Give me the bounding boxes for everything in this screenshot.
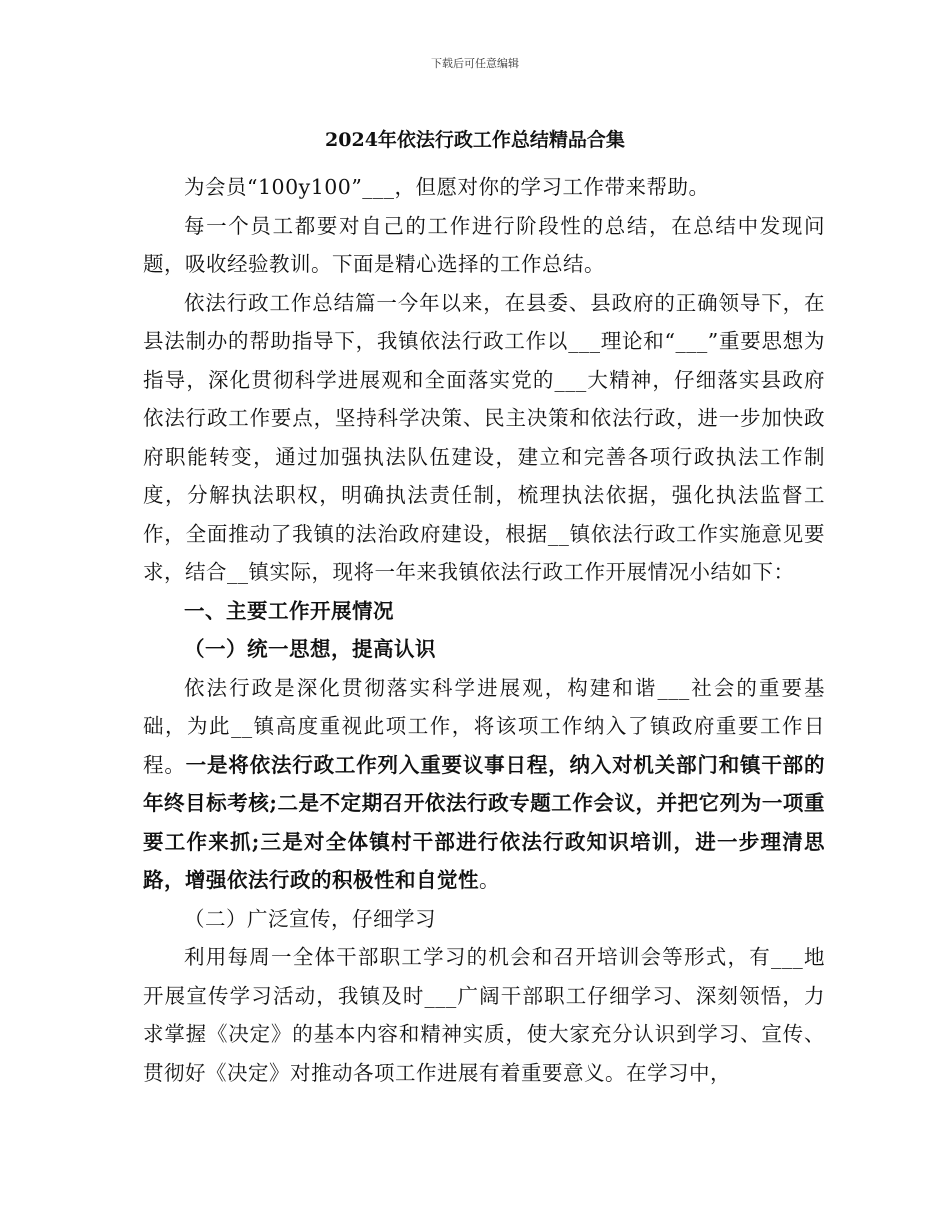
paragraph-text-end: 。 <box>479 868 500 892</box>
paragraph-text-normal: 依法行政是深化贯彻落实科学进展观，构建和谐___社会的重要基础，为此__镇高度重视此项工作，将该项工作纳入了镇政府重要工作日程。 <box>143 675 825 777</box>
subsection-paragraph-1-1 <box>143 669 825 900</box>
header-note: 下载后可任意编辑 <box>431 57 519 70</box>
intro-paragraph-1: 为会员“100y100”___，但愿对你的学习工作带来帮助。 <box>184 175 710 199</box>
subsection-heading-1-1: （一）统一思想，提高认识 <box>184 637 436 661</box>
section-heading-1: 一、主要工作开展情况 <box>184 598 394 623</box>
subsection-paragraph-1-2: 利用每周一全体干部职工学习的机会和召开培训会等形式，有___地开展宣传学习活动，我镇及时___广阔干部职工仔细学习、深刻领悟，力求掌握《决定》的基本内容和精神实质，使大家充分认识到学习、宣传、贯彻好《决定》对推动各项工作进展有着重要意义。在学习中， <box>143 945 825 1085</box>
document-body <box>143 168 825 1092</box>
document-title: 2024年依法行政工作总结精品合集 <box>325 129 625 151</box>
main-paragraph: 依法行政工作总结篇一今年以来，在县委、县政府的正确领导下，在县法制办的帮助指导下，我镇依法行政工作以___理论和“___”重要思想为指导，深化贯彻科学进展观和全面落实党的___大精神，仔细落实县政府依法行政工作要点，坚持科学决策、民主决策和依法行政，进一步加快政府职能转变，通过加强执法队伍建设，建立和完善各项行政执法工作制度，分解执法职权，明确执法责任制，梳理执法依据，强化执法监督工作，全面推动了我镇的法治政府建设，根据__镇依法行政工作实施意见要求，结合__镇实际，现将一年来我镇依法行政工作开展情况小结如下： <box>143 290 825 584</box>
paragraph-text-bold: 一是将依法行政工作列入重要议事日程，纳入对机关部门和镇干部的年终目标考核;二是不定期召开依法行政专题工作会议，并把它列为一项重要工作来抓;三是对全体镇村干部进行依法行政知识培训，进一步理清思路，增强依法行政的积极性和自觉性 <box>143 752 826 892</box>
subsection-heading-1-2: （二）广泛宣传，仔细学习 <box>184 906 436 931</box>
intro-paragraph-2: 每一个员工都要对自己的工作进行阶段性的总结，在总结中发现问题，吸收经验教训。下面是精心选择的工作总结。 <box>143 213 825 276</box>
